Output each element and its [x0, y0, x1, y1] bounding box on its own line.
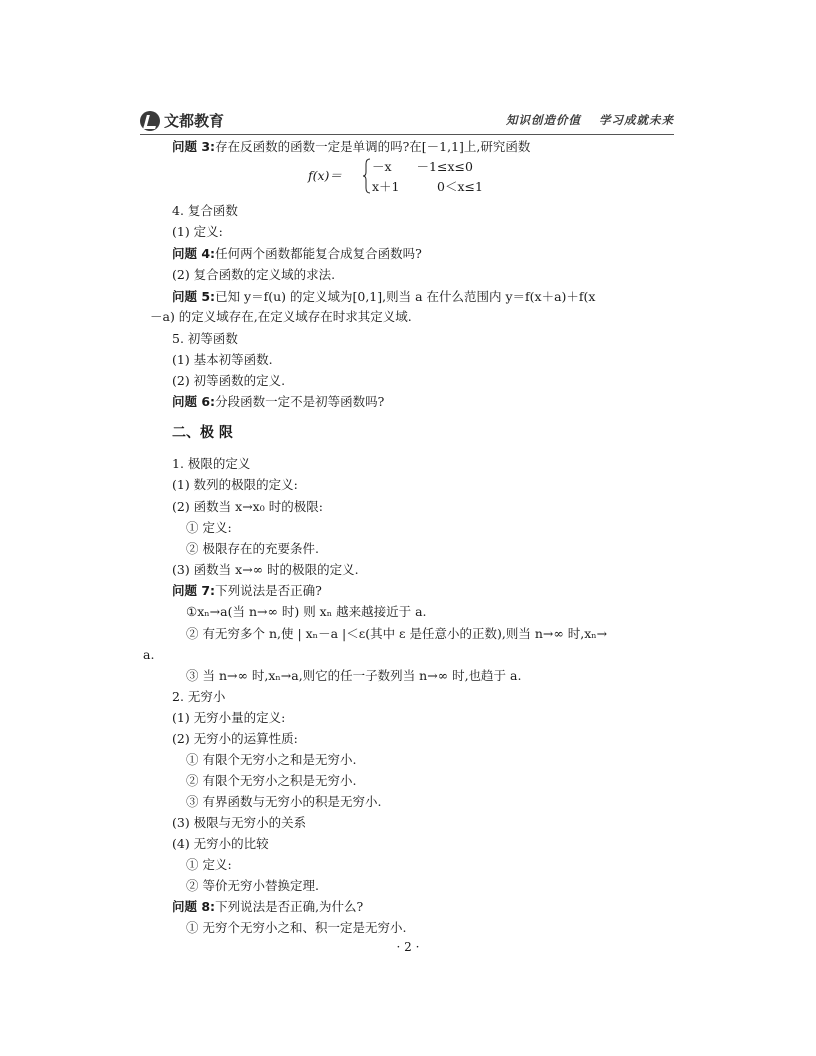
question-text: 下列说法是否正确?	[215, 583, 322, 598]
list-item: (2) 函数当 x→x₀ 时的极限:	[172, 499, 323, 514]
list-item: (2) 无穷小的运算性质:	[172, 731, 298, 746]
question-text: 任何两个函数都能复合成复合函数吗?	[215, 246, 422, 261]
question-5-continued: －a) 的定义域存在,在定义域存在时求其定义域.	[150, 309, 412, 324]
list-item: (1) 无穷小量的定义:	[172, 710, 286, 725]
question-label: 问题 7:	[172, 583, 216, 598]
list-item: (1) 定义:	[172, 224, 223, 239]
question-text: 下列说法是否正确,为什么?	[215, 899, 364, 914]
subsection-heading: 1. 极限的定义	[172, 456, 251, 471]
list-item: (2) 复合函数的定义域的求法.	[172, 267, 336, 282]
page-number: · 2 ·	[396, 940, 420, 954]
list-item: (3) 函数当 x→∞ 时的极限的定义.	[172, 562, 359, 577]
header-divider	[140, 134, 674, 135]
list-item: (3) 极限与无穷小的关系	[172, 815, 307, 830]
header-slogan	[506, 112, 674, 128]
slogan-part-1: 知识创造价值	[506, 113, 581, 127]
list-item: (2) 初等函数的定义.	[172, 373, 286, 388]
list-item: (1) 数列的极限的定义:	[172, 477, 298, 492]
sub-list-item-continued: a.	[143, 647, 155, 662]
sub-list-item: ② 有限个无穷小之积是无穷小.	[186, 773, 357, 788]
formula-case-1: －x －1≤x≤0	[372, 159, 473, 174]
question-label: 问题 5:	[172, 289, 216, 304]
question-text: 存在反函数的函数一定是单调的吗?在[－1,1]上,研究函数	[215, 139, 531, 154]
sub-list-item: ①xₙ→a(当 n→∞ 时) 则 xₙ 越来越接近于 a.	[186, 604, 427, 619]
question-text: 已知 y＝f(u) 的定义域为[0,1],则当 a 在什么范围内 y＝f(x＋a)＋f(x	[215, 289, 596, 304]
list-item: (1) 基本初等函数.	[172, 352, 273, 367]
question-5	[172, 288, 595, 306]
question-4	[172, 245, 422, 263]
question-3	[172, 138, 530, 156]
sub-list-item: ① 定义:	[186, 857, 232, 872]
question-label: 问题 4:	[172, 246, 216, 261]
question-7	[172, 582, 322, 600]
slogan-part-2: 学习成就未来	[599, 113, 674, 127]
brand-logo	[140, 110, 224, 131]
subsection-heading: 5. 初等函数	[172, 331, 238, 346]
question-text: 分段函数一定不是初等函数吗?	[215, 394, 385, 409]
page-header	[140, 108, 674, 136]
sub-list-item: ① 有限个无穷小之和是无穷小.	[186, 752, 357, 767]
subsection-heading: 4. 复合函数	[172, 203, 238, 218]
sub-list-item: ② 极限存在的充要条件.	[186, 541, 319, 556]
sub-list-item: ③ 有界函数与无穷小的积是无穷小.	[186, 794, 382, 809]
question-label: 问题 6:	[172, 394, 216, 409]
list-item: (4) 无穷小的比较	[172, 836, 269, 851]
formula-case-2: x＋1 0＜x≤1	[372, 179, 483, 194]
formula-lhs: f(x)＝	[308, 168, 342, 183]
sub-list-item: ① 定义:	[186, 520, 232, 535]
question-label: 问题 3:	[172, 139, 216, 154]
question-6	[172, 393, 384, 411]
sub-list-item: ① 无穷个无穷小之和、积一定是无穷小.	[186, 920, 407, 935]
sub-list-item: ③ 当 n→∞ 时,xₙ→a,则它的任一子数列当 n→∞ 时,也趋于 a.	[186, 668, 522, 683]
sub-list-item: ② 有无穷多个 n,使 | xₙ－a |＜ε(其中 ε 是任意小的正数),则当 n→∞ 时,xₙ→	[186, 626, 608, 641]
sub-list-item: ② 等价无穷小替换定理.	[186, 878, 319, 893]
subsection-heading: 2. 无穷小	[172, 689, 226, 704]
section-heading: 二、极 限	[172, 425, 233, 441]
logo-icon	[140, 111, 160, 131]
logo-text: 文都教育	[164, 112, 225, 130]
question-label: 问题 8:	[172, 899, 216, 914]
question-8	[172, 898, 363, 916]
piecewise-brace	[363, 158, 371, 194]
